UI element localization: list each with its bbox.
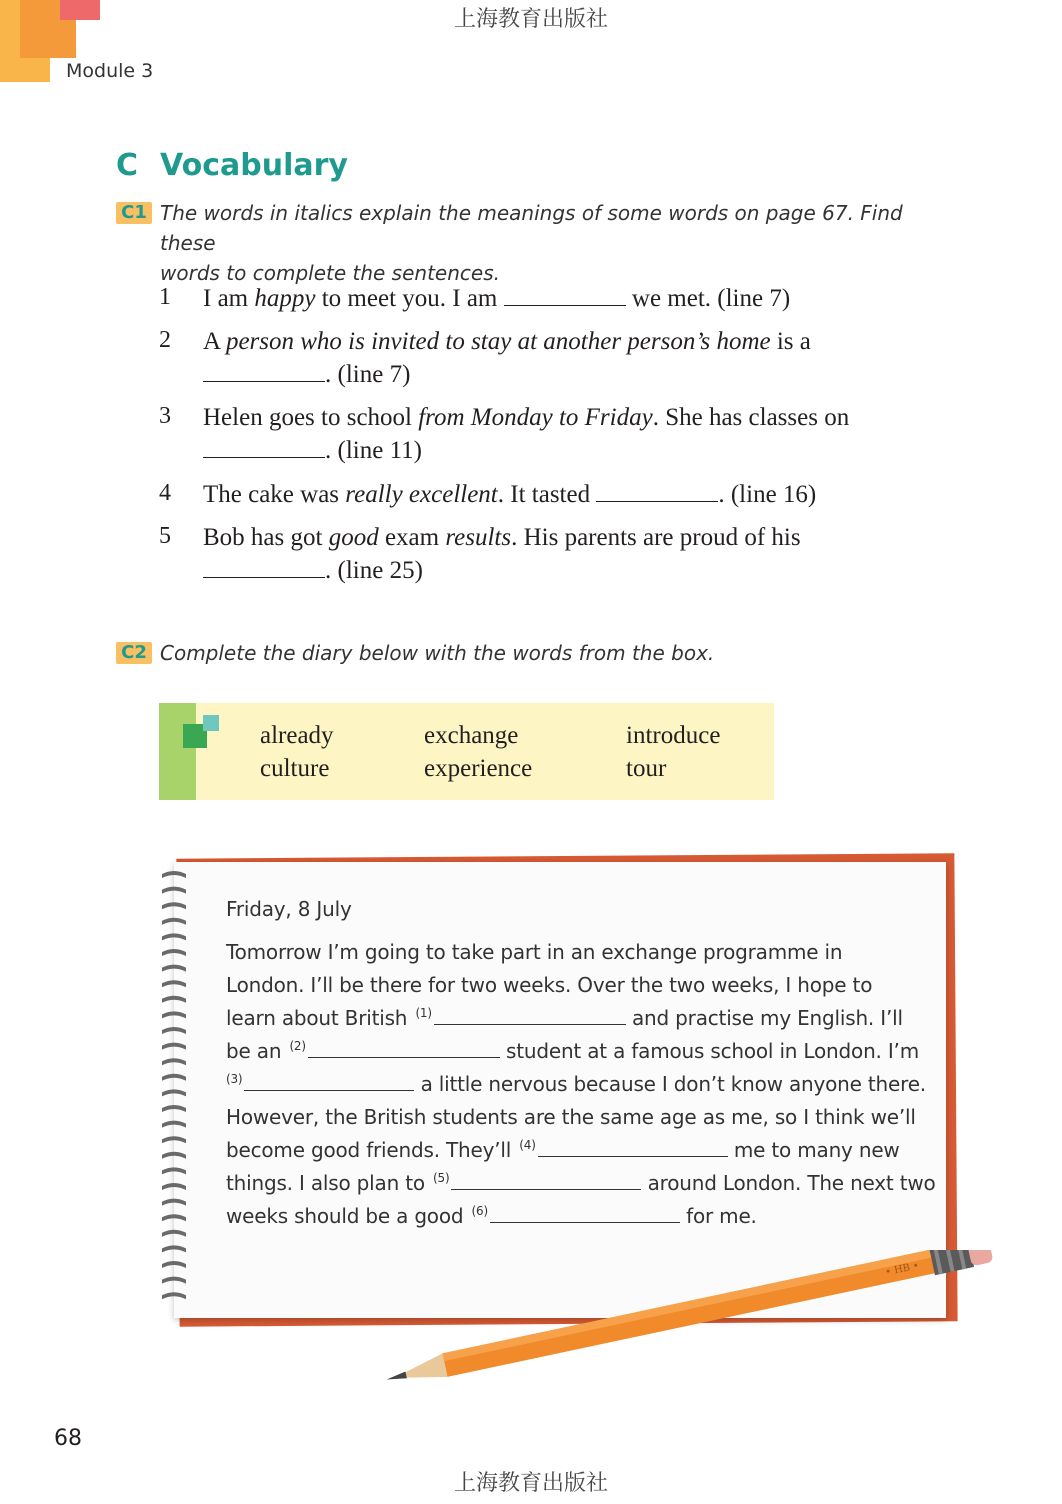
diary-line <box>226 1204 757 1228</box>
item-text: is a <box>770 328 811 355</box>
spiral-coil <box>162 1011 186 1018</box>
spiral-binding-icon <box>160 868 188 1308</box>
c1-item-4 <box>203 478 923 511</box>
section-letter: C <box>116 148 139 183</box>
publisher-footer: 上海教育出版社 <box>453 1471 608 1496</box>
diary-text: be an <box>226 1039 288 1063</box>
diary-text: me to many new <box>727 1138 900 1162</box>
diary-date: Friday, 8 July <box>226 897 352 921</box>
diary-line <box>226 1072 926 1096</box>
word-box-word: introduce <box>626 722 721 749</box>
item-text: . (line 11) <box>325 437 422 464</box>
item-text: . (line 16) <box>718 481 817 508</box>
word-box-word: exchange <box>424 722 519 749</box>
diary-line <box>226 1171 936 1195</box>
blank-number: (4) <box>519 1138 536 1153</box>
item-number: 5 <box>159 523 171 549</box>
item-number: 1 <box>159 284 171 310</box>
word-box-word: tour <box>626 755 667 782</box>
section-title <box>116 148 348 183</box>
diary-text: learn about British <box>226 1006 414 1030</box>
item-text: . She has classes on <box>652 404 850 431</box>
spiral-coil <box>162 1245 186 1252</box>
item-text: . (line 7) <box>325 361 411 388</box>
word-box-word: experience <box>424 755 533 782</box>
answer-blank[interactable] <box>504 285 626 306</box>
item-italic: good <box>328 524 379 551</box>
pencil-icon <box>370 1250 1020 1380</box>
spiral-coil <box>162 949 186 956</box>
spiral-coil <box>162 1121 186 1128</box>
item-text: we met. (line 7) <box>625 285 791 312</box>
c1-instruction <box>160 198 960 288</box>
item-text: The cake was <box>203 481 346 508</box>
spiral-coil <box>162 980 186 987</box>
spiral-coil <box>162 1027 186 1034</box>
diary-blank[interactable] <box>451 1171 641 1190</box>
diary-text: and practise my English. I’ll <box>625 1006 903 1030</box>
spiral-coil <box>162 887 186 894</box>
c1-badge: C1 <box>116 202 152 224</box>
spiral-coil <box>162 1230 186 1237</box>
spiral-coil <box>162 1277 186 1284</box>
item-number: 4 <box>159 480 171 506</box>
diary-text: weeks should be a good <box>226 1204 470 1228</box>
diary-line <box>226 1006 903 1030</box>
answer-blank[interactable] <box>203 361 325 382</box>
c1-item-3 <box>203 401 923 467</box>
item-italic: happy <box>254 285 316 312</box>
spiral-coil <box>162 965 186 972</box>
page-number: 68 <box>54 1426 82 1451</box>
spiral-coil <box>162 1136 186 1143</box>
word-box-square <box>203 715 219 731</box>
pencil-label: • HB • <box>884 1260 921 1279</box>
spiral-coil <box>162 1074 186 1081</box>
word-box <box>159 703 774 800</box>
diary-blank[interactable] <box>308 1039 500 1058</box>
word-box-word: already <box>260 722 334 749</box>
spiral-coil <box>162 1199 186 1206</box>
diary-line <box>226 1039 919 1063</box>
answer-blank[interactable] <box>596 481 718 502</box>
blank-number: (6) <box>471 1204 488 1219</box>
diary-blank[interactable] <box>490 1204 680 1223</box>
item-text: . It tasted <box>497 481 597 508</box>
spiral-coil <box>162 1167 186 1174</box>
item-number: 3 <box>159 403 171 429</box>
publisher-header: 上海教育出版社 <box>453 7 608 32</box>
c1-instruction-line: words to complete the sentences. <box>160 261 500 285</box>
word-box-word: culture <box>260 755 330 782</box>
diary-text: student at a famous school in London. I’m <box>499 1039 919 1063</box>
diary-blank[interactable] <box>434 1006 626 1025</box>
spiral-coil <box>162 1105 186 1112</box>
c1-item-1 <box>203 282 923 315</box>
item-text: A <box>203 328 226 355</box>
spiral-coil <box>162 933 186 940</box>
item-text: . (line 25) <box>325 557 423 584</box>
c1-instruction-line: The words in italics explain the meanings of some words on page 67. Find these <box>160 201 903 255</box>
diary-text: things. I also plan to <box>226 1171 432 1195</box>
spiral-coil <box>162 1261 186 1268</box>
diary-blank[interactable] <box>538 1138 728 1157</box>
item-text: I am <box>203 285 255 312</box>
spiral-coil <box>162 1152 186 1159</box>
item-italic: really excellent <box>345 481 498 508</box>
spiral-coil <box>162 1058 186 1065</box>
spiral-coil <box>162 1214 186 1221</box>
item-text: . His parents are proud of his <box>511 524 801 551</box>
item-text: exam <box>378 524 446 551</box>
diary-text: for me. <box>679 1204 757 1228</box>
item-text: Helen goes to school <box>203 404 419 431</box>
answer-blank[interactable] <box>203 437 325 458</box>
spiral-coil <box>162 1183 186 1190</box>
blank-number: (1) <box>415 1006 432 1021</box>
blank-number: (5) <box>433 1171 450 1186</box>
diary-text: around London. The next two <box>641 1171 936 1195</box>
item-number: 2 <box>159 327 171 353</box>
spiral-coil <box>162 1292 186 1299</box>
diary-line: London. I’ll be there for two weeks. Over the two weeks, I hope to <box>226 973 873 997</box>
spiral-coil <box>162 1043 186 1050</box>
c2-instruction: Complete the diary below with the words from the box. <box>160 641 715 665</box>
module-label: Module 3 <box>66 60 154 82</box>
spiral-coil <box>162 1089 186 1096</box>
blank-number: (2) <box>289 1039 306 1054</box>
word-box-accent <box>159 703 196 800</box>
diary-line: Tomorrow I’m going to take part in an exchange programme in <box>226 940 843 964</box>
diary-line: However, the British students are the same age as me, so I think we’ll <box>226 1105 916 1129</box>
c1-item-5 <box>203 521 923 587</box>
item-text: to meet you. I am <box>315 285 504 312</box>
diary-line <box>226 1138 900 1162</box>
c1-item-2 <box>203 325 923 391</box>
blank-number: (3) <box>226 1072 243 1087</box>
item-text: Bob has got <box>203 524 329 551</box>
diary-blank[interactable] <box>244 1072 414 1091</box>
diary-text: become good friends. They’ll <box>226 1138 518 1162</box>
item-italic: results <box>445 524 512 551</box>
item-italic: from Monday to Friday <box>418 404 653 431</box>
spiral-coil <box>162 902 186 909</box>
spiral-coil <box>162 918 186 925</box>
c2-badge: C2 <box>116 642 152 664</box>
answer-blank[interactable] <box>203 557 325 578</box>
diary-text: a little nervous because I don’t know anyone there. <box>414 1072 926 1096</box>
spiral-coil <box>162 871 186 878</box>
spiral-coil <box>162 996 186 1003</box>
section-name: Vocabulary <box>160 148 348 183</box>
item-italic: person who is invited to stay at another person’s home <box>225 328 771 355</box>
